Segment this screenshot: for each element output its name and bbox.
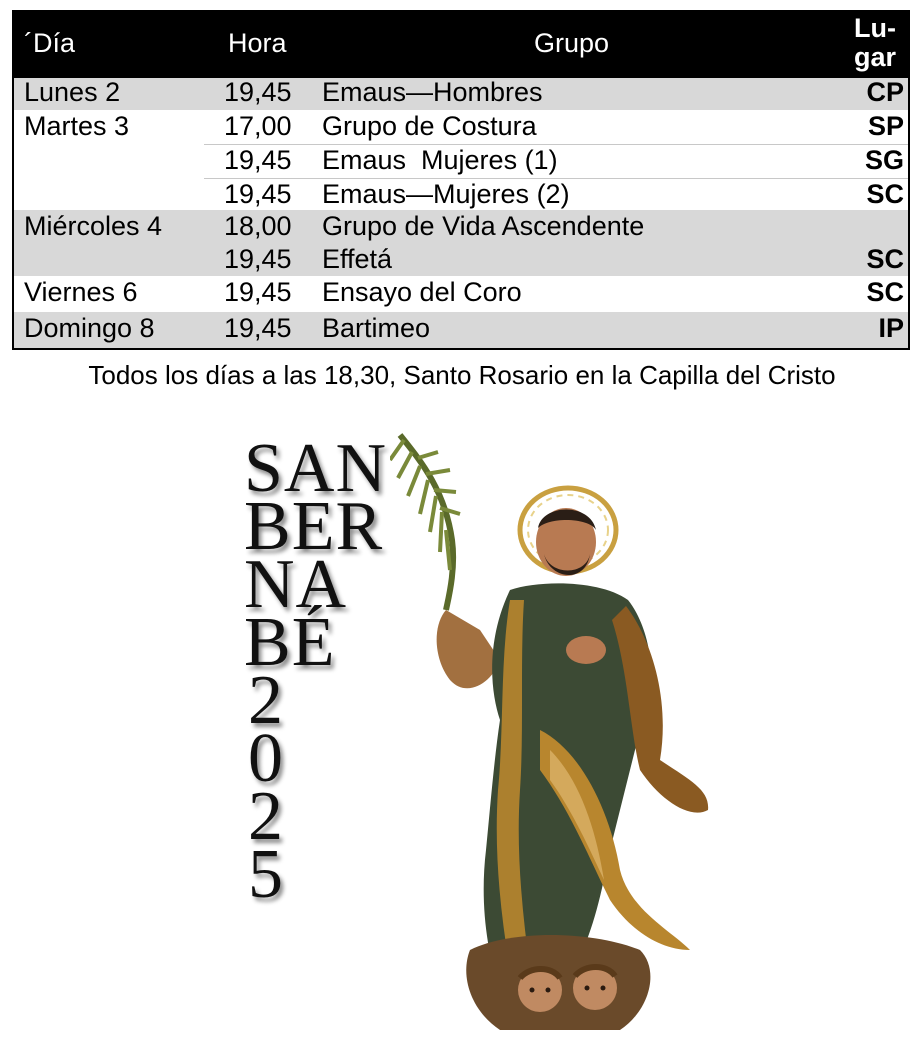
- table-row: [14, 210, 908, 244]
- table-row: [14, 110, 908, 144]
- cell-dia: Viernes 6: [24, 277, 138, 307]
- header-lugar-line2: gar: [853, 42, 897, 72]
- header-grupo: Grupo: [534, 28, 610, 58]
- title-line: SAN: [244, 430, 388, 507]
- cell-hora: 19,45: [224, 244, 292, 274]
- cherub-base: [466, 935, 650, 1030]
- cell-lugar: SC: [866, 277, 904, 307]
- cell-dia: Martes 3: [24, 111, 130, 141]
- table-row: [14, 243, 908, 277]
- table-header: [14, 12, 908, 78]
- cell-dia: Lunes 2: [24, 77, 121, 107]
- cell-dia: Miércoles 4: [24, 211, 163, 241]
- cell-hora: 19,45: [224, 77, 292, 107]
- cell-hora: 19,45: [224, 179, 292, 209]
- cell-lugar: SP: [867, 111, 904, 141]
- cell-hora: 19,45: [224, 277, 292, 307]
- cell-grupo: Grupo de Costura: [322, 111, 537, 141]
- title-line: 5: [248, 836, 284, 913]
- san-bernabe-title: [244, 430, 404, 913]
- cell-lugar: CP: [866, 77, 904, 107]
- head: [536, 508, 596, 576]
- title-line: NA: [244, 546, 348, 623]
- hand: [566, 636, 606, 664]
- cell-grupo: Effetá: [322, 244, 393, 274]
- raised-arm: [437, 610, 500, 688]
- table-row: [14, 312, 908, 346]
- table-row: [14, 178, 908, 212]
- header-lugar: [840, 14, 910, 72]
- header-lugar-line1: Lu-: [854, 13, 896, 43]
- cell-lugar: SG: [864, 145, 904, 175]
- cell-lugar: IP: [878, 313, 904, 343]
- table-row: [14, 276, 908, 310]
- cell-grupo: Ensayo del Coro: [322, 277, 522, 307]
- cell-hora: 17,00: [224, 111, 292, 141]
- cell-dia: Domingo 8: [24, 313, 155, 343]
- cell-lugar: SC: [866, 244, 904, 274]
- table-row: [14, 76, 908, 110]
- cell-lugar: SC: [866, 179, 904, 209]
- title-line: BÉ: [244, 604, 336, 681]
- schedule-table: [12, 10, 910, 350]
- cell-grupo: Bartimeo: [322, 313, 431, 343]
- cell-grupo: Emaus—Hombres: [322, 77, 543, 107]
- palm-frond: [390, 435, 460, 610]
- cell-hora: 19,45: [224, 313, 292, 343]
- title-line: 0: [248, 720, 284, 797]
- cell-grupo: Emaus Mujeres (1): [322, 145, 558, 175]
- cell-grupo: Grupo de Vida Ascendente: [322, 211, 645, 241]
- cell-hora: 18,00: [224, 211, 292, 241]
- title-line: 2: [248, 662, 284, 739]
- cell-hora: 19,45: [224, 145, 292, 175]
- title-line: BER: [244, 488, 384, 565]
- header-hora: Hora: [228, 28, 287, 58]
- header-dia: ´Día: [24, 28, 76, 58]
- table-row: [14, 144, 908, 178]
- cell-grupo: Emaus—Mujeres (2): [322, 179, 570, 209]
- saint-barnabas-statue-image: [390, 430, 730, 1045]
- title-line: 2: [248, 778, 284, 855]
- rosary-note: Todos los días a las 18,30, Santo Rosario en la Capilla del Cristo: [88, 360, 836, 390]
